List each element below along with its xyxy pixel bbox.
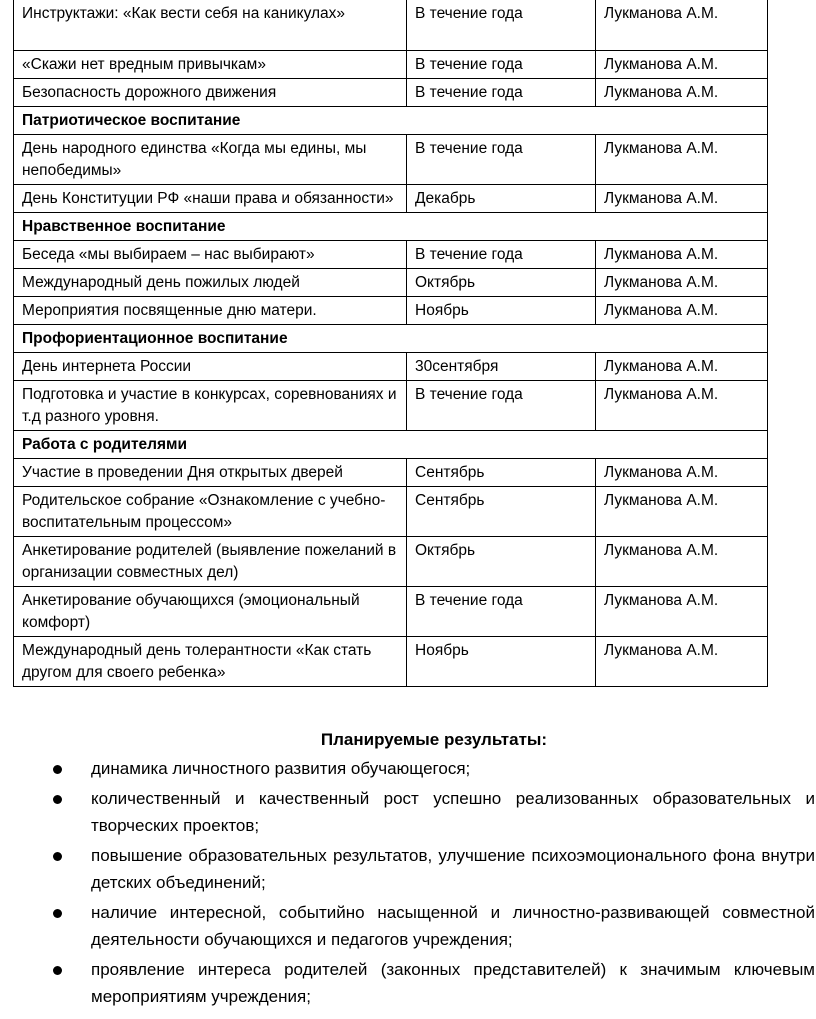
time-cell: Октябрь — [407, 537, 596, 587]
table-row — [14, 185, 768, 213]
table-row — [14, 269, 768, 297]
event-cell: Подготовка и участие в конкурсах, соревнованиях и т.д разного уровня. — [14, 381, 407, 431]
event-cell: Безопасность дорожного движения — [14, 79, 407, 107]
table-row — [14, 487, 768, 537]
result-text: количественный и качественный рост успешно реализованных образовательных и творческих проектов; — [91, 789, 815, 835]
event-cell: «Скажи нет вредным привычкам» — [14, 51, 407, 79]
table-row — [14, 459, 768, 487]
section-row — [14, 107, 768, 135]
table-row — [14, 0, 768, 51]
event-cell: День Конституции РФ «наши права и обязанности» — [14, 185, 407, 213]
time-cell: Ноябрь — [407, 297, 596, 325]
time-cell: Сентябрь — [407, 487, 596, 537]
planned-results — [53, 726, 815, 1013]
time-cell: Сентябрь — [407, 459, 596, 487]
bullet-icon — [53, 852, 62, 861]
responsible-cell: Лукманова А.М. — [596, 537, 768, 587]
time-cell: В течение года — [407, 241, 596, 269]
table-row — [14, 381, 768, 431]
list-item — [53, 755, 815, 782]
responsible-cell: Лукманова А.М. — [596, 185, 768, 213]
event-cell: Родительское собрание «Ознакомление с учебно-воспитательным процессом» — [14, 487, 407, 537]
bullet-icon — [53, 966, 62, 975]
section-row — [14, 325, 768, 353]
bullet-icon — [53, 909, 62, 918]
result-text: проявление интереса родителей (законных представителей) к значимым ключевым мероприятиям учреждения; — [91, 960, 815, 1006]
results-list — [53, 755, 815, 1010]
responsible-cell: Лукманова А.М. — [596, 79, 768, 107]
time-cell: 30сентября — [407, 353, 596, 381]
bullet-icon — [53, 765, 62, 774]
responsible-cell: Лукманова А.М. — [596, 459, 768, 487]
event-cell: Международный день пожилых людей — [14, 269, 407, 297]
result-text: наличие интересной, событийно насыщенной и личностно-развивающей совместной деятельности обучающихся и педагогов учреждения; — [91, 903, 815, 949]
responsible-cell: Лукманова А.М. — [596, 269, 768, 297]
responsible-cell: Лукманова А.М. — [596, 135, 768, 185]
responsible-cell: Лукманова А.М. — [596, 587, 768, 637]
result-text: динамика личностного развития обучающегося; — [91, 759, 471, 778]
event-plan-table — [13, 0, 768, 687]
responsible-cell: Лукманова А.М. — [596, 353, 768, 381]
responsible-cell: Лукманова А.М. — [596, 381, 768, 431]
event-cell: Беседа «мы выбираем – нас выбирают» — [14, 241, 407, 269]
event-cell: Анкетирование обучающихся (эмоциональный комфорт) — [14, 587, 407, 637]
event-cell: Мероприятия посвященные дню матери. — [14, 297, 407, 325]
time-cell: Декабрь — [407, 185, 596, 213]
section-title: Нравственное воспитание — [14, 213, 768, 241]
time-cell: В течение года — [407, 0, 596, 51]
event-cell: Инструктажи: «Как вести себя на каникулах» — [14, 0, 407, 51]
list-item — [53, 899, 815, 953]
responsible-cell: Лукманова А.М. — [596, 241, 768, 269]
bullet-icon — [53, 795, 62, 804]
responsible-cell: Лукманова А.М. — [596, 0, 768, 51]
table-row — [14, 135, 768, 185]
responsible-cell: Лукманова А.М. — [596, 487, 768, 537]
time-cell: В течение года — [407, 381, 596, 431]
time-cell: В течение года — [407, 51, 596, 79]
section-title: Патриотическое воспитание — [14, 107, 768, 135]
event-cell: Международный день толерантности «Как стать другом для своего ребенка» — [14, 637, 407, 687]
list-item — [53, 842, 815, 896]
event-cell: День интернета России — [14, 353, 407, 381]
table-row — [14, 51, 768, 79]
responsible-cell: Лукманова А.М. — [596, 297, 768, 325]
section-row — [14, 431, 768, 459]
time-cell: Октябрь — [407, 269, 596, 297]
result-text: повышение образовательных результатов, улучшение психоэмоционального фона внутри детских объединений; — [91, 846, 815, 892]
responsible-cell: Лукманова А.М. — [596, 51, 768, 79]
table-row — [14, 587, 768, 637]
table-row — [14, 637, 768, 687]
time-cell: В течение года — [407, 79, 596, 107]
time-cell: Ноябрь — [407, 637, 596, 687]
table-row — [14, 241, 768, 269]
results-title: Планируемые результаты: — [320, 730, 548, 749]
table-row — [14, 79, 768, 107]
time-cell: В течение года — [407, 587, 596, 637]
event-plan-body — [14, 0, 768, 687]
section-row — [14, 213, 768, 241]
event-cell: Участие в проведении Дня открытых дверей — [14, 459, 407, 487]
event-cell: День народного единства «Когда мы едины, мы непобедимы» — [14, 135, 407, 185]
table-row — [14, 537, 768, 587]
list-item — [53, 956, 815, 1010]
table-row — [14, 297, 768, 325]
table-row — [14, 353, 768, 381]
section-title: Профориентационное воспитание — [14, 325, 768, 353]
section-title: Работа с родителями — [14, 431, 768, 459]
list-item — [53, 785, 815, 839]
responsible-cell: Лукманова А.М. — [596, 637, 768, 687]
event-cell: Анкетирование родителей (выявление пожеланий в организации совместных дел) — [14, 537, 407, 587]
time-cell: В течение года — [407, 135, 596, 185]
